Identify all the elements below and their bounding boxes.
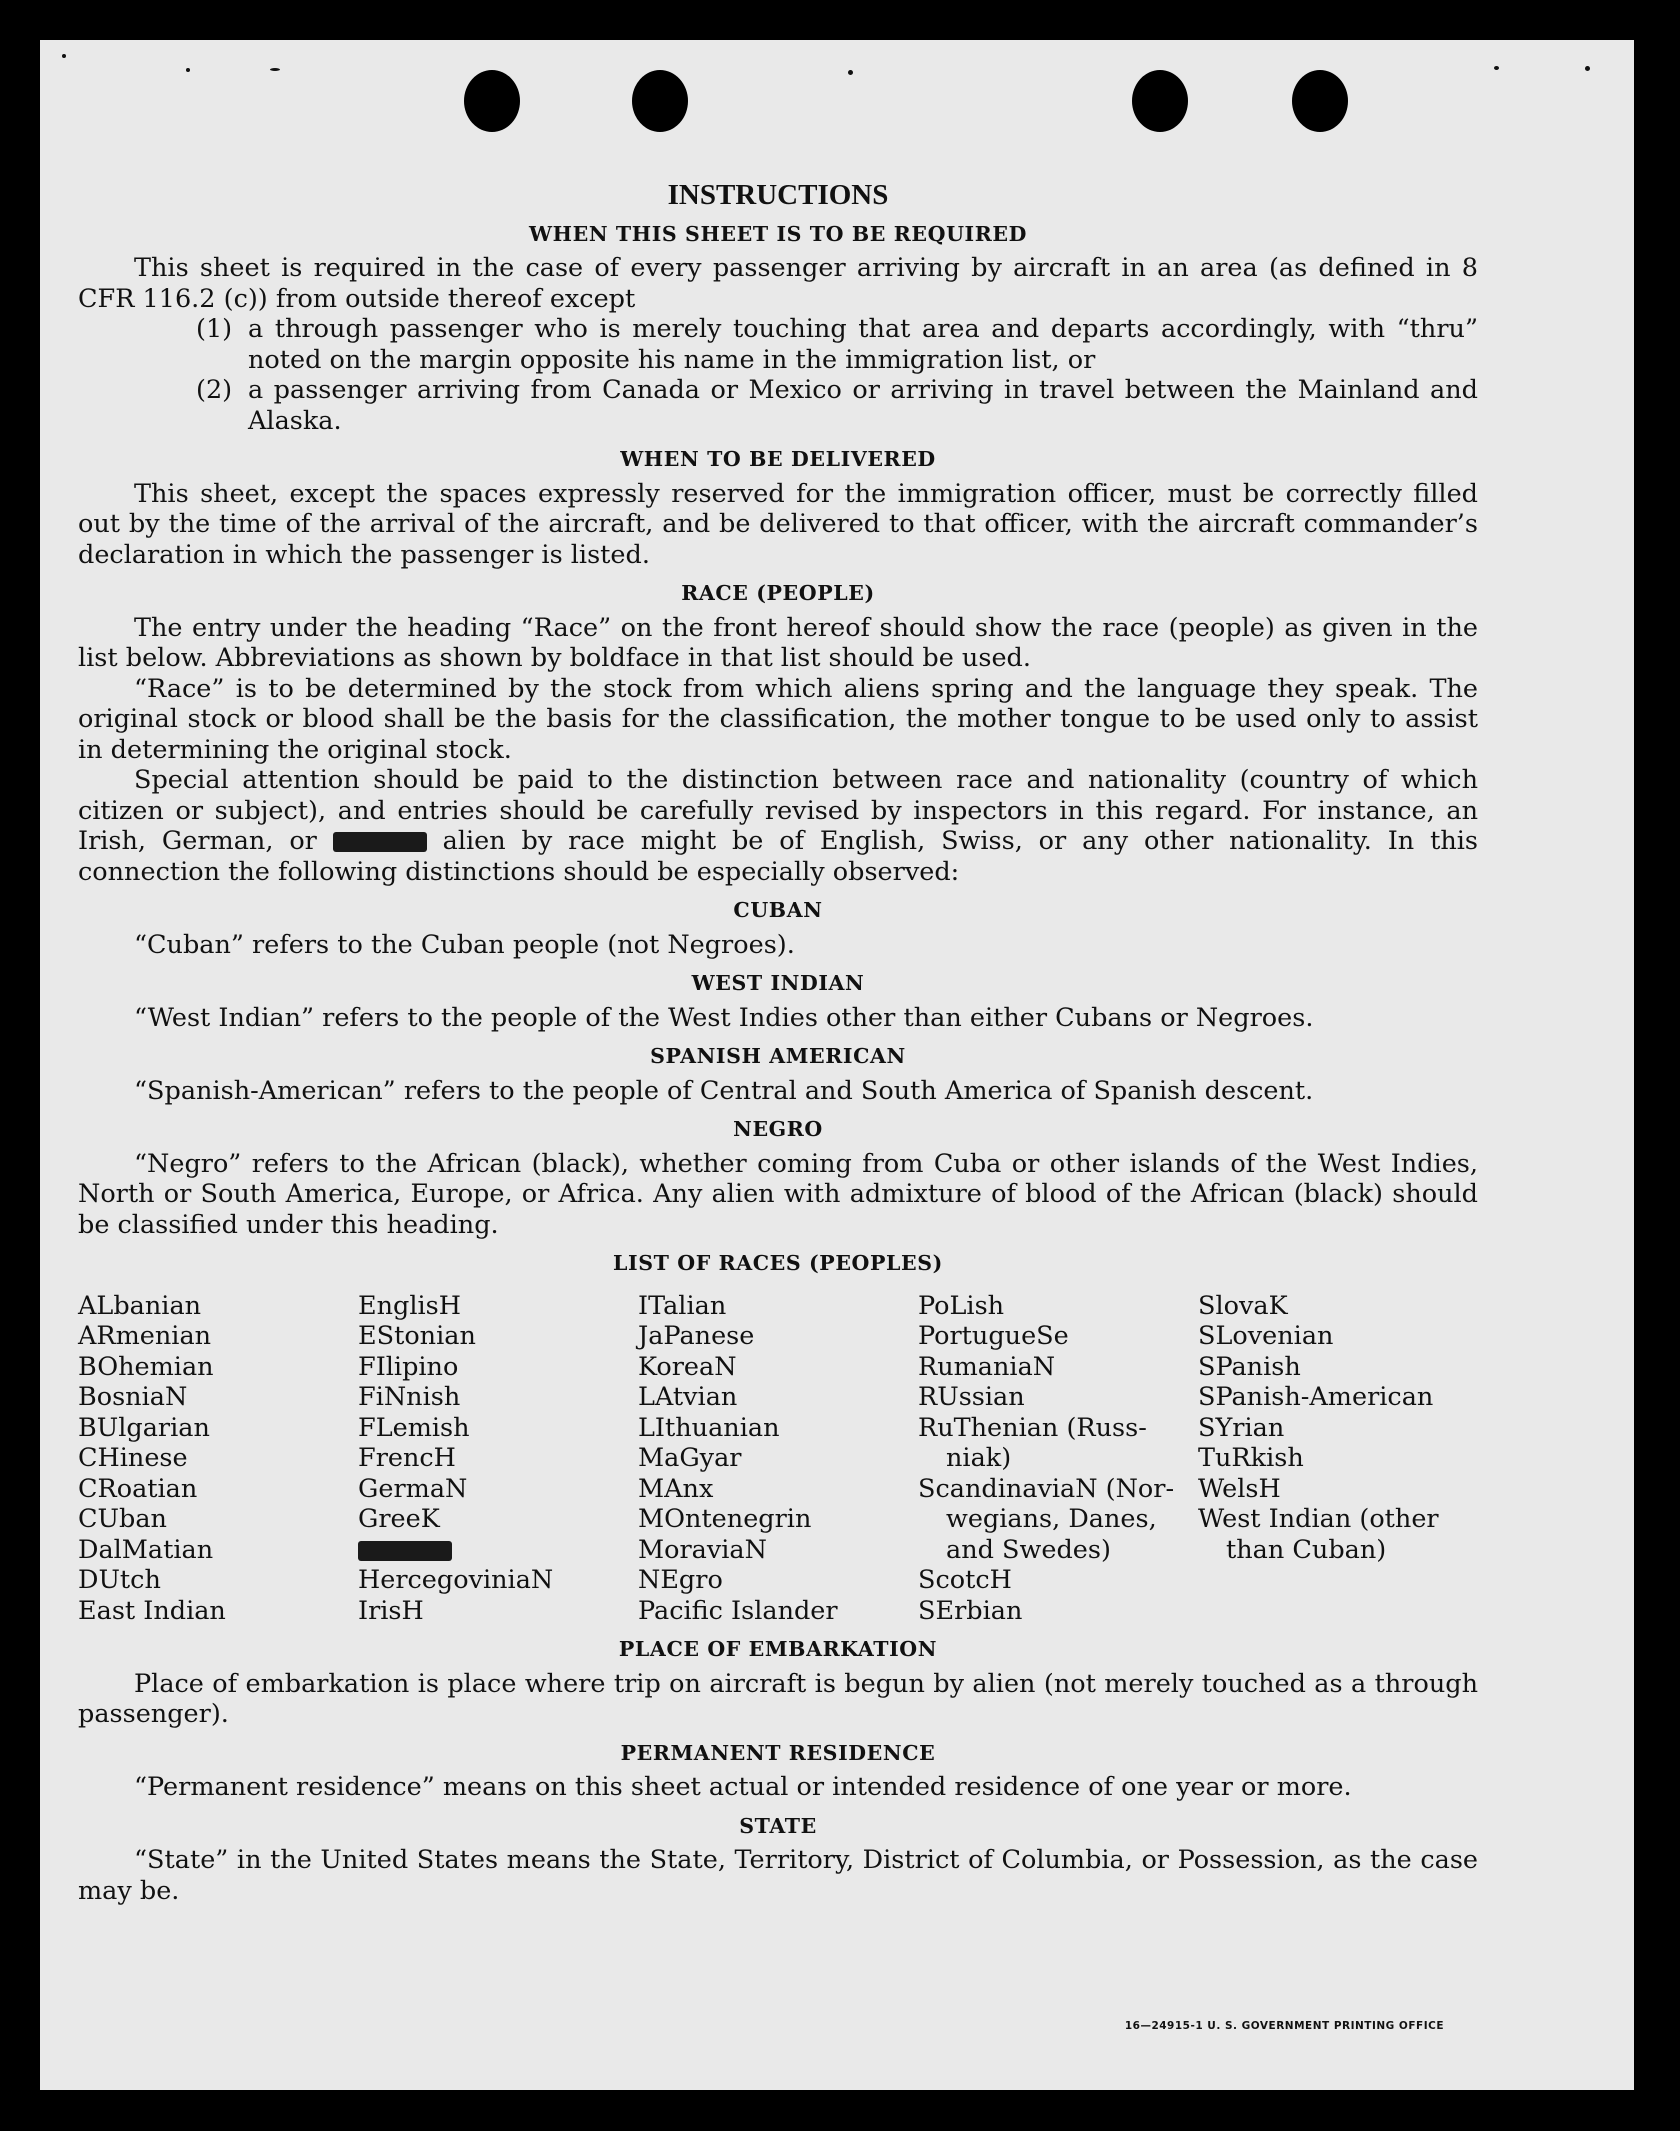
race-item: GermaN bbox=[358, 1473, 468, 1504]
paragraph: “Spanish-American” refers to the people of Central and South America of Spanish descent. bbox=[134, 1075, 1314, 1106]
section-heading: WEST INDIAN bbox=[691, 971, 865, 995]
speck bbox=[62, 54, 66, 58]
race-item: ALbanian bbox=[78, 1290, 202, 1321]
race-item: ScotcH bbox=[918, 1565, 1012, 1595]
race-item: NEgro bbox=[638, 1565, 723, 1595]
race-item: BosniaN bbox=[78, 1382, 188, 1412]
paragraph: The entry under the heading “Race” on the front hereof should show the race (people) as given in the list below. Abbreviations as shown by boldface in that list should be used. bbox=[78, 612, 1478, 673]
paragraph: “West Indian” refers to the people of the West Indies other than either Cubans or Negroes. bbox=[134, 1002, 1314, 1033]
redaction-mark bbox=[333, 832, 427, 852]
race-item: IrisH bbox=[358, 1595, 424, 1626]
speck bbox=[1585, 66, 1590, 71]
race-item: West Indian (other bbox=[1198, 1504, 1439, 1534]
race-item: SYrian bbox=[1198, 1412, 1285, 1443]
race-item: niak) bbox=[946, 1443, 1012, 1473]
race-item: East Indian bbox=[78, 1595, 226, 1626]
printer-imprint: 16—24915-1 U. S. GOVERNMENT PRINTING OFFICE bbox=[1124, 2020, 1444, 2032]
section-heading: RACE (PEOPLE) bbox=[681, 581, 875, 605]
punch-hole bbox=[632, 70, 688, 132]
race-item: wegians, Danes, bbox=[946, 1504, 1157, 1534]
race-item: and Swedes) bbox=[946, 1534, 1111, 1565]
section-heading: SPANISH AMERICAN bbox=[650, 1044, 906, 1068]
paragraph: “State” in the United States means the State, Territory, District of Columbia, or Possession, as the case may be. bbox=[78, 1845, 1478, 1906]
speck bbox=[186, 68, 190, 72]
race-item: MaGyar bbox=[638, 1443, 742, 1473]
section-heading: CUBAN bbox=[733, 898, 823, 922]
race-item: MAnx bbox=[638, 1473, 714, 1504]
item-text: a through passenger who is merely touching that area and departs accordingly, with “thru” noted on the margin opposite his name in the immigration list, or bbox=[248, 314, 1478, 375]
race-item: ARmenian bbox=[78, 1321, 212, 1351]
race-item: SPanish-American bbox=[1198, 1382, 1434, 1412]
race-item: than Cuban) bbox=[1226, 1534, 1387, 1565]
race-column bbox=[638, 1291, 918, 1627]
race-item: CRoatian bbox=[78, 1473, 198, 1504]
paragraph: Place of embarkation is place where trip on aircraft is begun by alien (not merely touched as a through passenger). bbox=[78, 1668, 1478, 1729]
paragraph-part: Special attention should be paid to the distinction between race and nationality (country of which citizen or subject), and entries should be carefully revised by inspectors in this regard. For instance, an Irish, German, or bbox=[78, 765, 1478, 856]
item-text: a passenger arriving from Canada or Mexico or arriving in travel between the Mainland and Alaska. bbox=[248, 375, 1478, 436]
race-item: DalMatian bbox=[78, 1534, 214, 1565]
race-item: CUban bbox=[78, 1504, 167, 1534]
speck bbox=[270, 68, 280, 71]
list-item bbox=[78, 314, 1478, 375]
instructions-body bbox=[78, 180, 1478, 1906]
page-title: INSTRUCTIONS bbox=[667, 179, 889, 211]
race-column bbox=[1198, 1291, 1478, 1627]
race-item: RuThenian (Russ- bbox=[918, 1412, 1147, 1443]
speck bbox=[1494, 66, 1499, 70]
paragraph-part: alien by race might be of English, Swiss, or any other nationality. In this connection the following distinctions should be especially observed: bbox=[78, 826, 1478, 887]
race-item: MOntenegrin bbox=[638, 1504, 812, 1534]
race-item-redacted bbox=[358, 1535, 638, 1566]
race-item: RUssian bbox=[918, 1382, 1025, 1412]
race-item: Pacific Islander bbox=[638, 1595, 838, 1626]
race-item: FLemish bbox=[358, 1412, 470, 1443]
race-item: ITalian bbox=[638, 1290, 727, 1321]
paragraph: “Permanent residence” means on this sheet actual or intended residence of one year or more. bbox=[134, 1772, 1352, 1802]
section-heading: WHEN TO BE DELIVERED bbox=[620, 447, 936, 471]
race-list bbox=[78, 1291, 1478, 1627]
race-item: LIthuanian bbox=[638, 1412, 780, 1443]
paragraph: “Negro” refers to the African (black), whether coming from Cuba or other islands of the West Indies, North or South America, Europe, or Africa. Any alien with admixture of blood of the African (black) should be classified under this heading. bbox=[78, 1148, 1478, 1240]
race-item: EStonian bbox=[358, 1321, 476, 1351]
section-heading: NEGRO bbox=[733, 1117, 823, 1141]
race-item: FIlipino bbox=[358, 1351, 459, 1382]
race-item: JaPanese bbox=[638, 1321, 755, 1351]
redaction-mark bbox=[358, 1541, 452, 1561]
race-item: EnglisH bbox=[358, 1290, 461, 1321]
race-item: DUtch bbox=[78, 1565, 161, 1595]
race-item: PoLish bbox=[918, 1290, 1005, 1321]
race-item: SErbian bbox=[918, 1595, 1023, 1626]
race-item: CHinese bbox=[78, 1443, 188, 1473]
list-item bbox=[78, 375, 1478, 436]
race-item: GreeK bbox=[358, 1504, 440, 1534]
paragraph bbox=[78, 765, 1478, 887]
race-column bbox=[358, 1291, 638, 1627]
paragraph: This sheet, except the spaces expressly reserved for the immigration officer, must be correctly filled out by the time of the arrival of the aircraft, and be delivered to that officer, with the aircraft commander’s declaration in which the passenger is listed. bbox=[78, 478, 1478, 570]
race-item: ScandinaviaN (Nor- bbox=[918, 1473, 1175, 1504]
race-item: MoraviaN bbox=[638, 1534, 767, 1565]
section-heading: STATE bbox=[739, 1813, 817, 1838]
race-item: TuRkish bbox=[1198, 1443, 1304, 1473]
race-item: RumaniaN bbox=[918, 1351, 1056, 1382]
race-column bbox=[78, 1291, 358, 1627]
punch-hole bbox=[1132, 70, 1188, 132]
speck bbox=[848, 70, 853, 75]
race-column bbox=[918, 1291, 1198, 1627]
race-item: KoreaN bbox=[638, 1351, 737, 1382]
race-item: BUlgarian bbox=[78, 1412, 210, 1443]
punch-hole bbox=[464, 70, 520, 132]
punch-hole bbox=[1292, 70, 1348, 132]
section-heading: WHEN THIS SHEET IS TO BE REQUIRED bbox=[529, 221, 1027, 246]
race-item: PortugueSe bbox=[918, 1321, 1069, 1351]
paragraph: This sheet is required in the case of every passenger arriving by aircraft in an area (as defined in 8 CFR 116.2 (c)) from outside thereof except bbox=[78, 253, 1478, 314]
document-sheet bbox=[40, 40, 1634, 2090]
race-item: FiNnish bbox=[358, 1382, 461, 1412]
section-heading: PLACE OF EMBARKATION bbox=[618, 1637, 938, 1661]
race-item: SLovenian bbox=[1198, 1321, 1334, 1351]
paragraph: “Race” is to be determined by the stock from which aliens spring and the language they speak. The original stock or blood shall be the basis for the classification, the mother tongue to be used only to assist in determining the original stock. bbox=[78, 673, 1478, 765]
race-item: BOhemian bbox=[78, 1351, 214, 1382]
race-item: SlovaK bbox=[1198, 1290, 1288, 1321]
race-item: WelsH bbox=[1198, 1473, 1281, 1504]
item-number: (2) bbox=[196, 375, 233, 405]
item-number: (1) bbox=[196, 314, 233, 344]
section-heading: PERMANENT RESIDENCE bbox=[620, 1740, 936, 1765]
paragraph: “Cuban” refers to the Cuban people (not Negroes). bbox=[134, 929, 795, 960]
race-item: HercegoviniaN bbox=[358, 1565, 554, 1595]
race-item: LAtvian bbox=[638, 1382, 738, 1412]
race-item: SPanish bbox=[1198, 1351, 1301, 1382]
section-heading: LIST OF RACES (PEOPLES) bbox=[613, 1251, 943, 1275]
race-item: FrencH bbox=[358, 1443, 456, 1473]
